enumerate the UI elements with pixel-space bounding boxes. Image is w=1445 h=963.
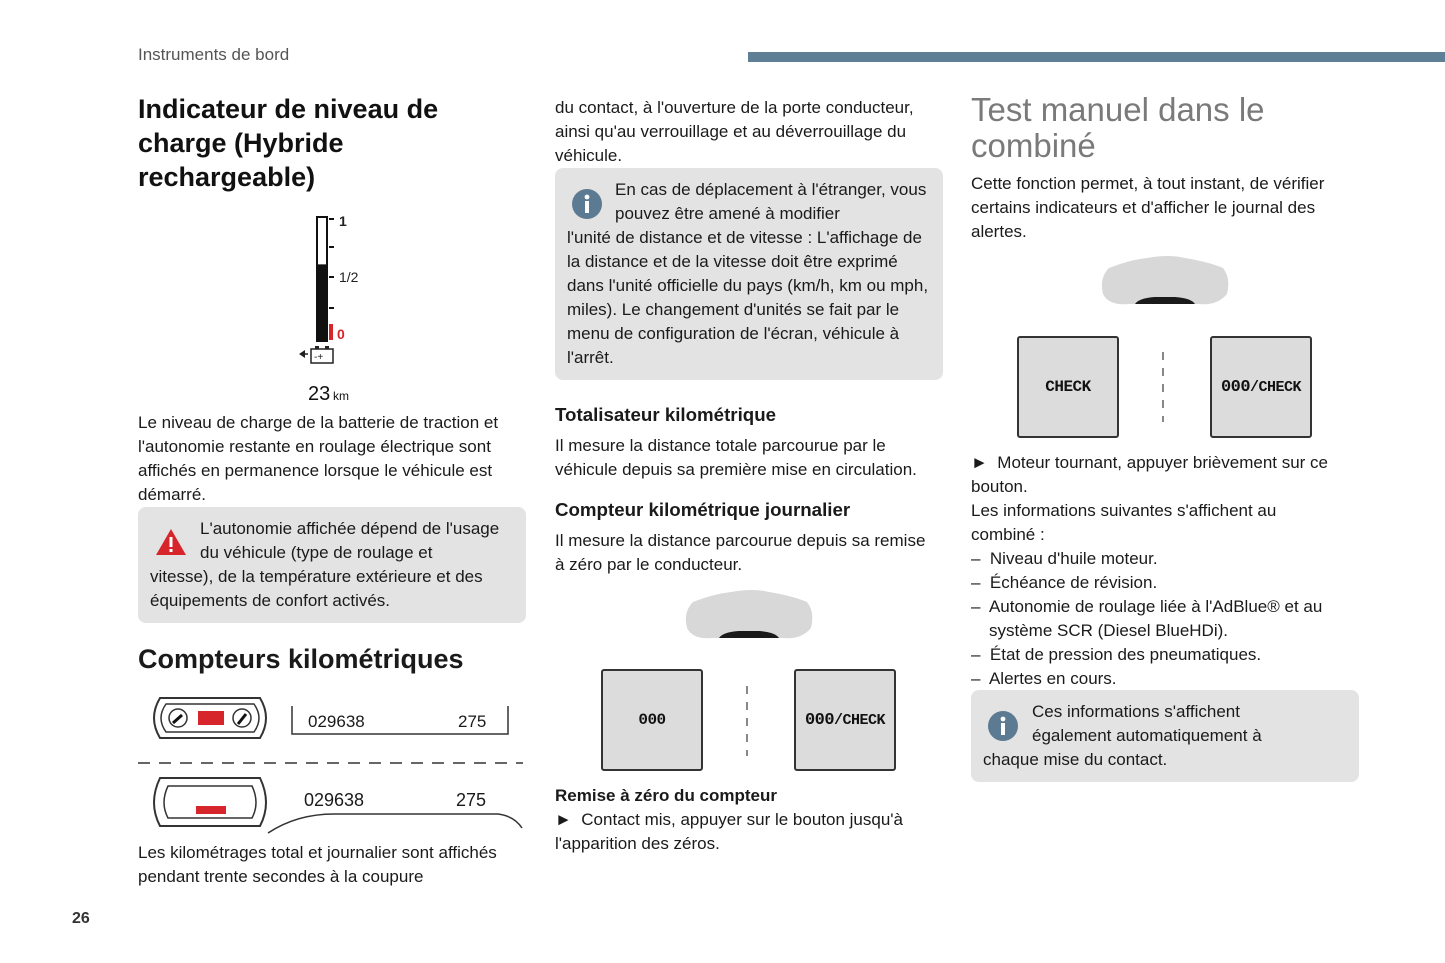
page-number: 26 [72,910,90,927]
list-item: – Échéance de révision. [971,573,1158,592]
reset-button-left[interactable]: 000 [601,669,703,771]
odometers-title: Compteurs kilométriques [138,644,464,674]
info-note-auto [971,690,1359,782]
odometers-text: Les kilométrages total et journalier sont affichés pendant trente secondes à la coupure [138,843,497,886]
list-intro: Les informations suivantes s'affichent au combiné : [971,501,1277,544]
button-check-label: /CHECK [1250,378,1302,396]
list-item: – État de pression des pneumatiques. [971,645,1262,664]
odometer-total-2: 029638 [304,790,365,810]
warning-text-first: L'autonomie affichée dépend de l'usage du véhicule (type de roulage et [200,519,500,562]
check-button-left[interactable]: CHECK [1017,336,1119,438]
warning-triangle-icon [154,527,188,557]
svg-text:-+: -+ [314,352,324,363]
reset-title: Remise à zéro du compteur [555,786,778,805]
info-units-rest: l'unité de distance et de vitesse : L'affichage de la distance et de la vitesse doit être exprimé dans l'unité officielle du pays (km/h, km ou mph, miles). Le changement d'unités se fait par le menu de configuration de l'écran, véhicule à l'arrêt. [567,228,929,367]
charge-indicator-title: Indicateur de niveau de charge (Hybride rechargeable) [138,94,439,192]
gauge-mark-half: 1/2 [339,269,359,285]
button-check-label: /CHECK [834,711,886,729]
cluster-top [154,698,266,738]
manual-test-intro: Cette fonction permet, à tout instant, de vérifier certains indicateurs et d'afficher le journal des alertes. [971,174,1325,241]
trip-odometer-title: Compteur kilométrique journalier [555,499,851,520]
charge-gauge [293,212,373,407]
info-units-first: En cas de déplacement à l'étranger, vous pouvez être amené à modifier [615,180,927,223]
reset-button-right[interactable] [794,669,896,771]
odometer-illustration [138,688,528,838]
info-note-units [555,168,943,380]
reset-step-text: Contact mis, appuyer sur le bouton jusqu'à l'apparition des zéros. [555,810,903,853]
list-item: – Alertes en cours. [971,669,1117,688]
manual-test-step [971,451,1361,499]
step-arrow-icon: ► [971,453,988,472]
gauge-fill [318,264,326,340]
button-digits: 000 [804,710,835,730]
header-accent-bar [748,52,1445,62]
check-button-right[interactable] [1210,336,1312,438]
battery-icon [299,346,333,363]
gauge-range-value: 23 [308,383,331,405]
step-arrow-icon: ► [555,810,572,829]
button-digits: 000 [1220,377,1251,397]
info-auto-rest: chaque mise du contact. [983,750,1168,769]
car-silhouette-icon [1099,254,1231,314]
manual-test-title: Test manuel dans le combiné [971,91,1265,164]
info-circle-icon [571,188,603,220]
reset-step [555,808,945,856]
car-silhouette-icon [683,588,815,648]
total-odometer-text: Il mesure la distance totale parcourue par le véhicule depuis sa première mise en circulation. [555,436,917,479]
cluster-bottom [154,778,266,826]
continued-text: du contact, à l'ouverture de la porte conducteur, ainsi qu'au verrouillage et au déverrouillage du véhicule. [555,98,914,165]
warning-note [138,507,526,623]
list-item: – Autonomie de roulage liée à l'AdBlue® et au système SCR (Diesel BlueHDi). [971,597,1323,640]
warning-text-rest: vitesse), de la température extérieure et des équipements de confort activés. [150,567,483,610]
gauge-mark-zero: 0 [337,326,345,342]
divider-dashed [1161,352,1165,422]
info-auto-first: Ces informations s'affichent également automatiquement à [1032,702,1262,745]
section-label: Instruments de bord [138,45,290,64]
charge-description: Le niveau de charge de la batterie de traction et l'autonomie restante en roulage électrique sont affichés en permanence lorsque le véhicule est démarré. [138,413,499,504]
info-list [971,547,1361,691]
info-circle-icon [987,710,1019,742]
list-item: – Niveau d'huile moteur. [971,549,1158,568]
odometer-trip-2: 275 [456,790,487,810]
gauge-low-red [329,324,333,340]
gauge-mark-top: 1 [339,213,347,229]
gauge-range-unit: km [333,389,349,403]
odometer-trip-1: 275 [458,712,487,731]
odometer-total-1: 029638 [308,712,365,731]
divider-dashed [745,686,749,756]
trip-odometer-text: Il mesure la distance parcourue depuis sa remise à zéro par le conducteur. [555,531,926,574]
total-odometer-title: Totalisateur kilométrique [555,404,777,425]
manual-test-step-text: Moteur tournant, appuyer brièvement sur ce bouton. [971,453,1329,496]
